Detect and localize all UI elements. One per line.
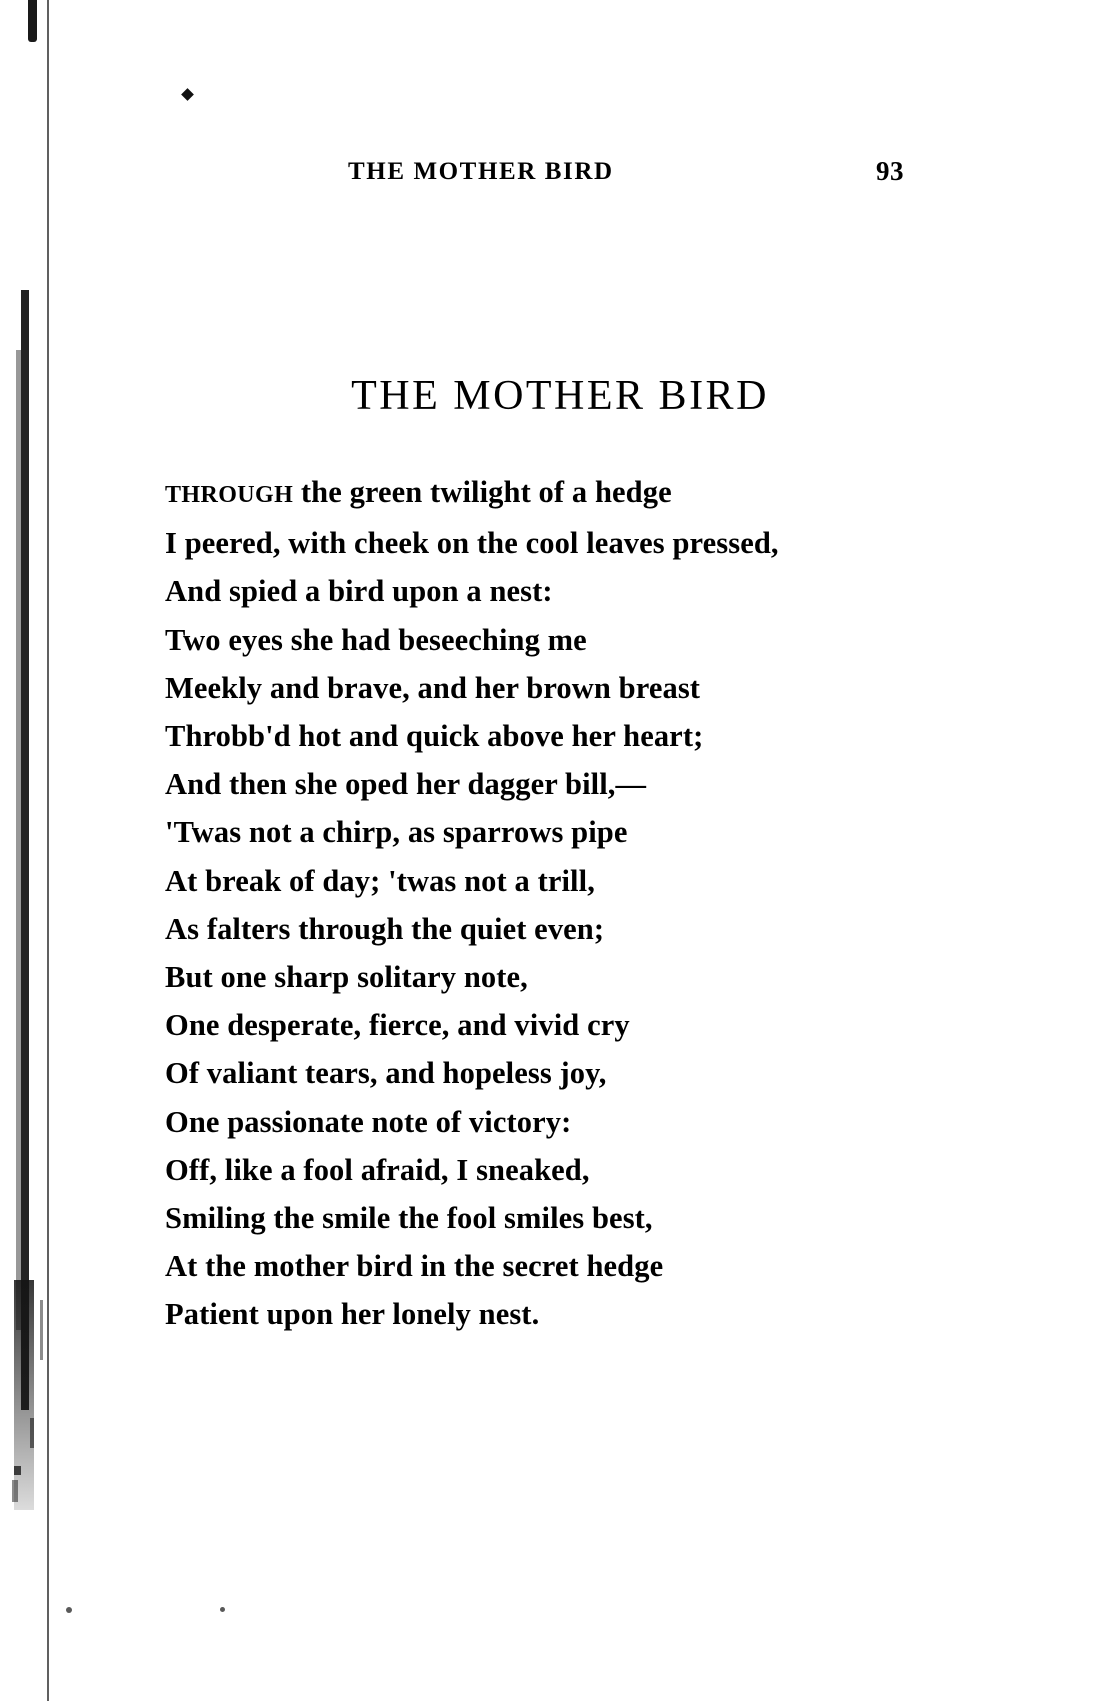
scan-edge-artifact [0, 0, 60, 1701]
ink-mark [181, 88, 194, 101]
poem-body [165, 468, 1025, 1339]
poem-line: One desperate, fierce, and vivid cry [165, 1008, 630, 1043]
poem-line: At break of day; 'twas not a trill, [165, 863, 595, 898]
running-head-title: THE MOTHER BIRD [348, 158, 614, 185]
poem-title: THE MOTHER BIRD [351, 373, 769, 419]
spine-shadow-fade [14, 1280, 34, 1510]
poem-line: As falters through the quiet even; [165, 911, 605, 946]
poem-line: Two eyes she had beseeching me [165, 622, 587, 657]
poem-line: Off, like a fool afraid, I sneaked, [165, 1152, 590, 1187]
poem-first-line-rest: the green twilight of a hedge [293, 475, 672, 509]
poem-first-word: THROUGH [165, 482, 294, 508]
scan-speck [40, 1300, 43, 1360]
poem-line: Of valiant tears, and hopeless joy, [165, 1056, 607, 1091]
poem-line: And spied a bird upon a nest: [165, 574, 553, 609]
scan-speck [66, 1607, 72, 1613]
scan-speck [14, 1466, 21, 1475]
scan-speck [30, 1418, 34, 1448]
scan-speck [220, 1607, 225, 1612]
poem-line: At the mother bird in the secret hedge [165, 1249, 664, 1284]
page-edge-rule [47, 0, 49, 1701]
spine-shadow-top [28, 0, 37, 42]
spine-shadow [21, 290, 29, 1410]
poem-line: One passionate note of victory: [165, 1104, 572, 1139]
poem-line: Throbb'd hot and quick above her heart; [165, 719, 704, 754]
poem-line: 'Twas not a chirp, as sparrows pipe [165, 815, 628, 850]
poem-line [165, 468, 1025, 519]
poem-line: I peered, with cheek on the cool leaves pressed, [165, 526, 779, 561]
scan-speck [12, 1480, 18, 1502]
poem-line: Meekly and brave, and her brown breast [165, 670, 701, 705]
poem-line: Patient upon her lonely nest. [165, 1297, 540, 1332]
poem-line: But one sharp solitary note, [165, 960, 528, 995]
poem-line: Smiling the smile the fool smiles best, [165, 1201, 653, 1236]
poem-line: And then she oped her dagger bill,— [165, 767, 647, 802]
page-content [60, 0, 1120, 1701]
page-number: 93 [876, 156, 904, 186]
running-head [60, 158, 1060, 194]
